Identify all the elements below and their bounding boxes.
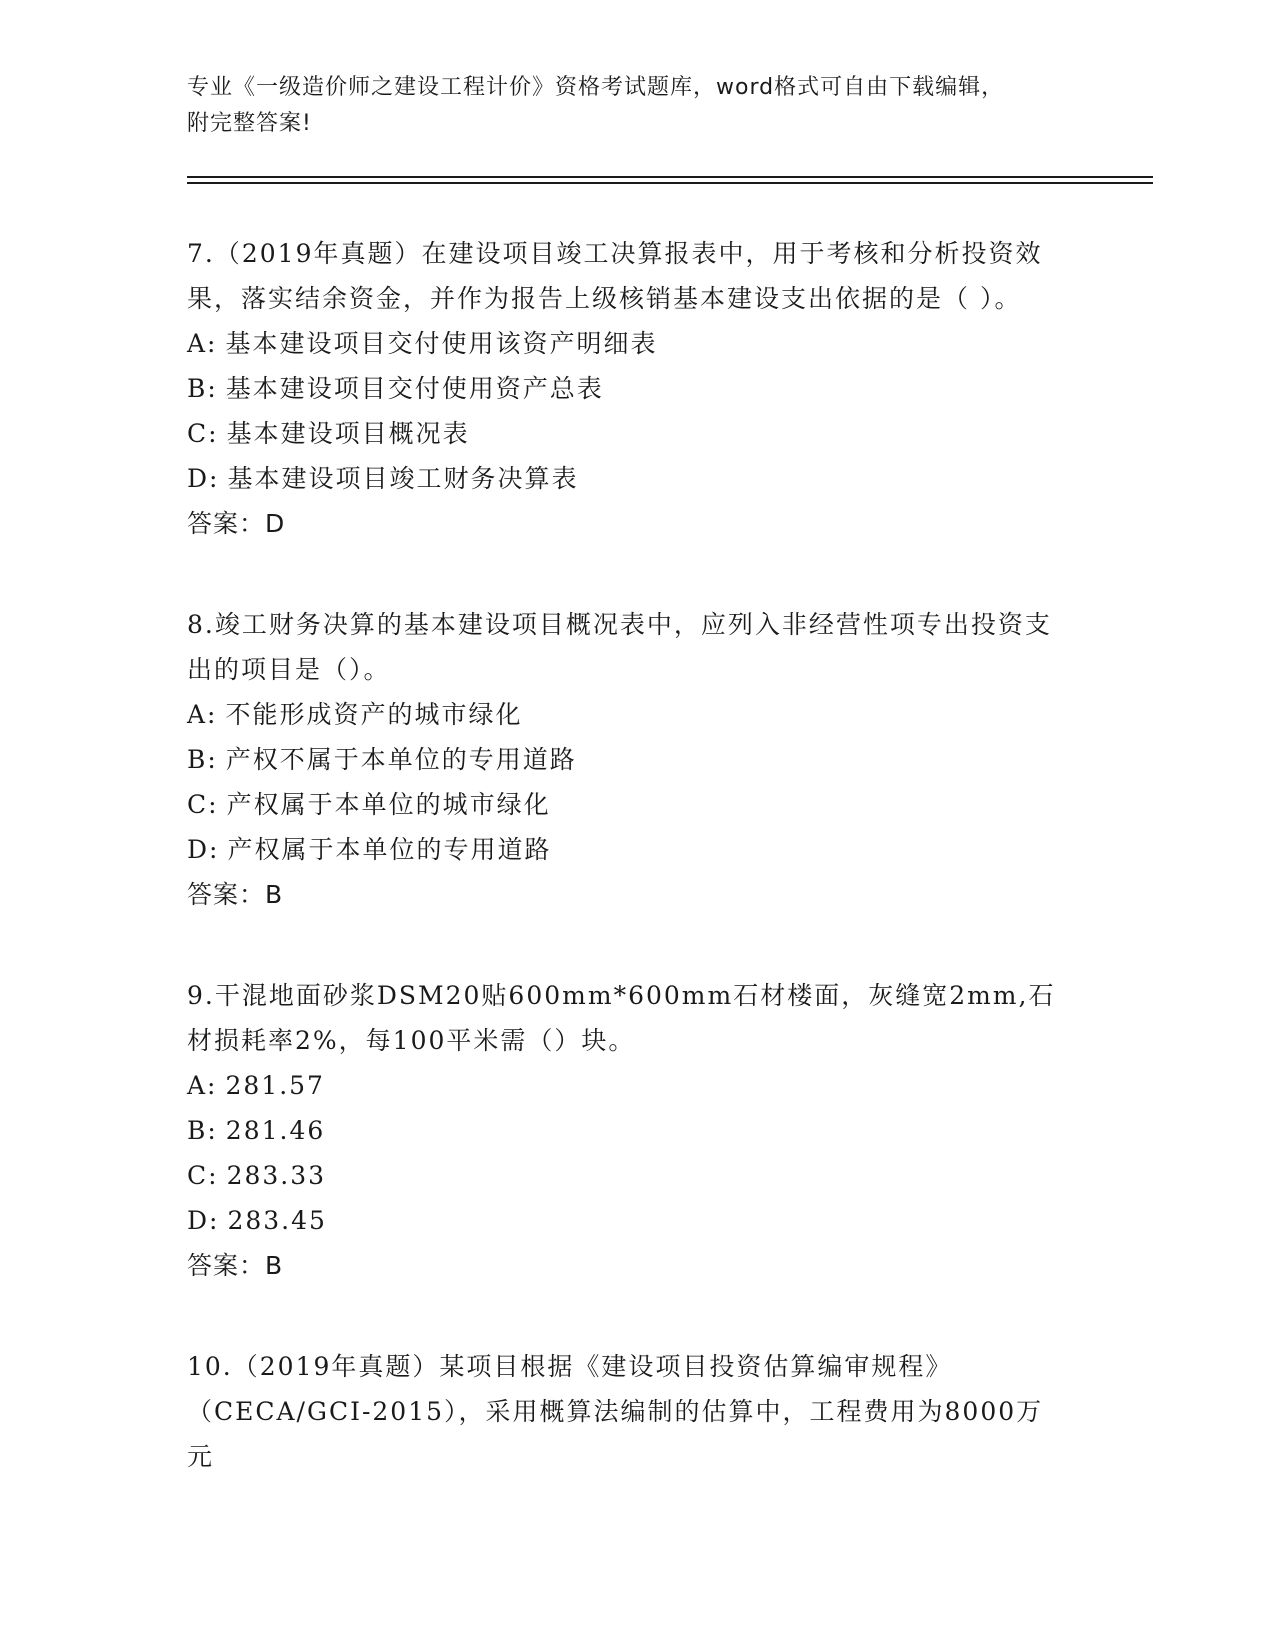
question-text: 8.竣工财务决算的基本建设项目概况表中，应列入非经营性项专出投资支出的项目是（）。 — [187, 610, 1052, 684]
option-letter: B: — [187, 1116, 218, 1145]
option-letter: C: — [187, 419, 219, 448]
option-letter: B: — [187, 374, 218, 403]
question-8 — [187, 602, 1067, 917]
header-line-2: 附完整答案! — [187, 111, 312, 136]
option-text: 基本建设项目概况表 — [226, 419, 470, 448]
header-divider-top — [187, 176, 1153, 178]
option-text: 不能形成资产的城市绿化 — [225, 700, 523, 729]
option-a — [187, 692, 1067, 737]
option-a — [187, 1063, 1067, 1108]
option-b — [187, 737, 1067, 782]
option-letter: D: — [187, 835, 220, 864]
option-text: 基本建设项目竣工财务决算表 — [227, 464, 579, 493]
option-text: 产权不属于本单位的专用道路 — [225, 745, 577, 774]
header-divider-bottom — [187, 182, 1153, 184]
option-text: 281.57 — [225, 1071, 325, 1100]
answer-label: 答案：B — [187, 1251, 284, 1280]
answer-label: 答案：D — [187, 509, 286, 538]
option-text: 基本建设项目交付使用该资产明细表 — [225, 329, 658, 358]
header-line-1: 专业《一级造价师之建设工程计价》资格考试题库，word格式可自由下载编辑， — [187, 75, 1005, 100]
question-list — [187, 231, 1067, 1479]
answer-label: 答案：B — [187, 880, 284, 909]
option-text: 283.33 — [226, 1161, 327, 1190]
option-letter: D: — [187, 464, 220, 493]
option-text: 283.45 — [227, 1206, 327, 1235]
question-text: 10.（2019年真题）某项目根据《建设项目投资估算编审规程》（CECA/GCI-2015），采用概算法编制的估算中，工程费用为8000万元 — [187, 1352, 1044, 1471]
option-d — [187, 1198, 1067, 1243]
option-letter: A: — [187, 700, 218, 729]
option-d — [187, 456, 1067, 501]
option-letter: D: — [187, 1206, 220, 1235]
option-text: 产权属于本单位的专用道路 — [227, 835, 552, 864]
question-9 — [187, 973, 1067, 1288]
option-c — [187, 1153, 1067, 1198]
document-header — [187, 70, 1067, 142]
option-b — [187, 366, 1067, 411]
option-b — [187, 1108, 1067, 1153]
option-letter: A: — [187, 1071, 218, 1100]
question-text: 9.干混地面砂浆DSM20贴600mm*600mm石材楼面，灰缝宽2mm,石材损耗率2%，每100平米需（）块。 — [187, 981, 1056, 1055]
question-10 — [187, 1344, 1067, 1479]
option-d — [187, 827, 1067, 872]
option-text: 基本建设项目交付使用资产总表 — [225, 374, 604, 403]
option-c — [187, 782, 1067, 827]
option-letter: C: — [187, 790, 219, 819]
option-letter: C: — [187, 1161, 219, 1190]
option-c — [187, 411, 1067, 456]
option-text: 281.46 — [225, 1116, 326, 1145]
question-text: 7.（2019年真题）在建设项目竣工决算报表中，用于考核和分析投资效果，落实结余资金，并作为报告上级核销基本建设支出依据的是（ ）。 — [187, 239, 1043, 313]
option-text: 产权属于本单位的城市绿化 — [226, 790, 551, 819]
option-a — [187, 321, 1067, 366]
option-letter: A: — [187, 329, 218, 358]
option-letter: B: — [187, 745, 218, 774]
question-7 — [187, 231, 1067, 546]
